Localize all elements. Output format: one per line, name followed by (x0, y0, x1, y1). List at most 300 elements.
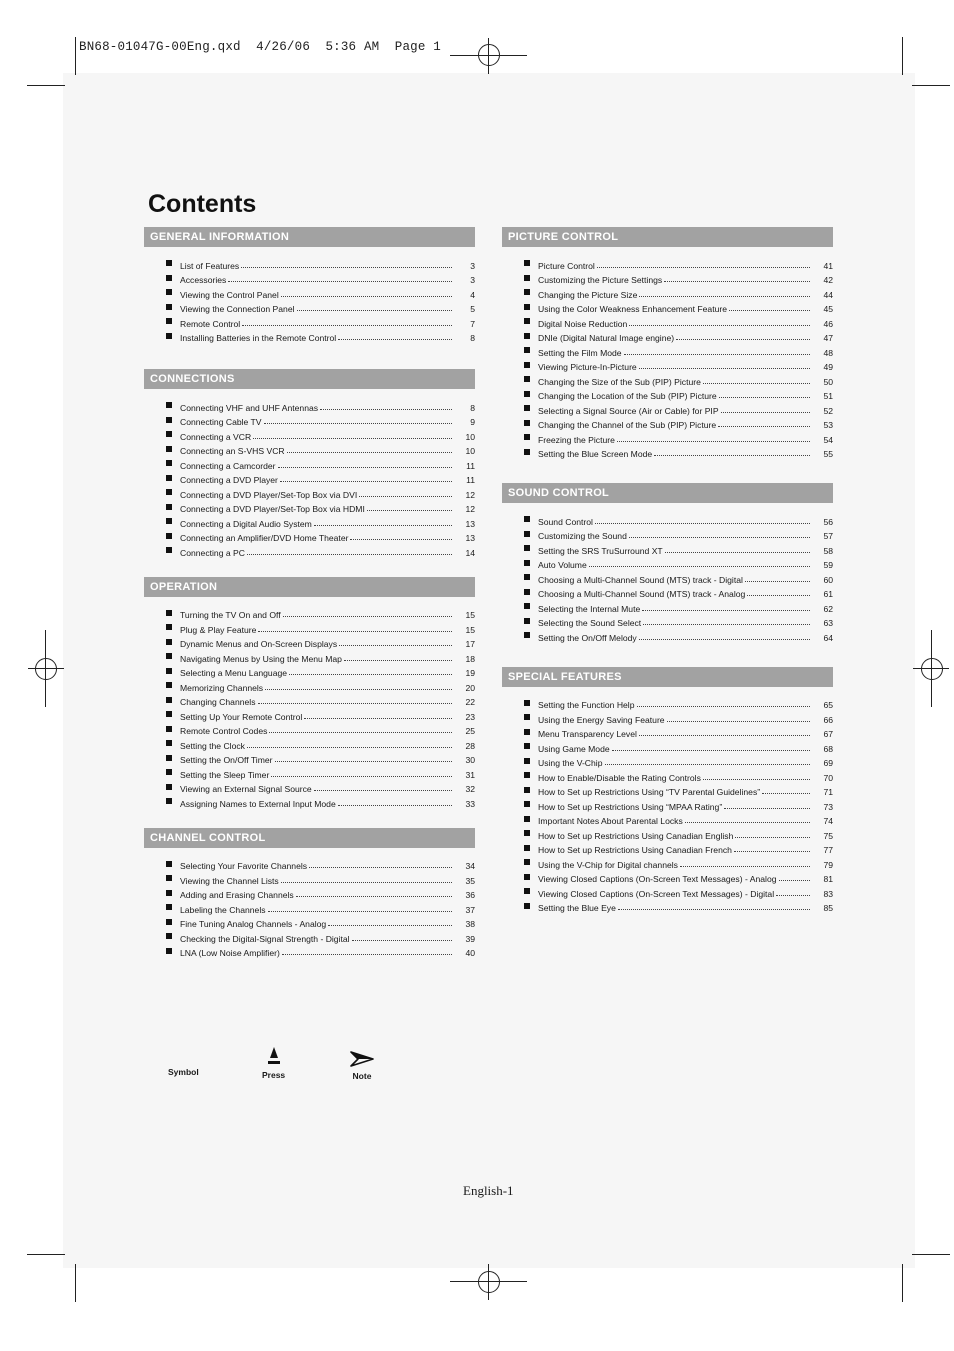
dot-leader (747, 595, 810, 596)
dot-leader (283, 616, 452, 617)
dot-leader (268, 911, 452, 912)
toc-entry-label: Checking the Digital-Signal Strength - Digital (180, 933, 350, 944)
dot-leader (269, 732, 452, 733)
toc-entry-page: 32 (465, 784, 475, 794)
toc-entry-label: Connecting a DVD Player (180, 475, 278, 485)
toc-entry-page: 85 (823, 903, 833, 913)
toc-entry-page: 34 (465, 861, 475, 871)
dot-leader (605, 764, 811, 765)
toc-entry-label: Setting the Blue Screen Mode (538, 449, 653, 459)
dot-leader (281, 882, 452, 883)
dot-leader (289, 674, 452, 675)
dot-leader (278, 467, 452, 468)
toc-entry (144, 794, 475, 809)
dot-leader (287, 452, 452, 453)
toc-entry (502, 300, 833, 315)
toc-entry (502, 797, 833, 812)
toc-entry (502, 329, 833, 344)
crop-mark (912, 85, 950, 86)
toc-entry (502, 372, 833, 387)
dot-leader (247, 554, 452, 555)
toc-entry-label: Assigning Names to External Input Mode (180, 798, 336, 809)
section-channel-control (144, 828, 475, 959)
toc-entry-page: 58 (823, 545, 833, 556)
toc-entry-label: Selecting the Sound Select (538, 618, 642, 628)
toc-entry-label: Viewing Closed Captions (On-Screen Text Messages) - Analog (538, 874, 777, 884)
dot-leader (617, 441, 810, 442)
toc-entry-page: 77 (823, 845, 833, 855)
toc-entry-page: 10 (465, 431, 475, 442)
dot-leader (338, 805, 452, 806)
toc-entry-label: Adding and Erasing Channels (180, 890, 294, 900)
toc-entry (144, 514, 475, 529)
toc-entry-page: 3 (470, 260, 475, 271)
toc-entry-label: Customizing the Sound (538, 531, 627, 541)
toc-entry (502, 387, 833, 402)
toc-entry-label: Remote Control (180, 318, 241, 329)
toc-entry-page: 54 (823, 434, 833, 445)
toc-entry (502, 541, 833, 556)
dot-leader (264, 423, 452, 424)
crop-mark (912, 1254, 950, 1255)
dot-leader (685, 822, 810, 823)
toc-entry (144, 722, 475, 737)
toc-entry (502, 855, 833, 870)
toc-entry (502, 570, 833, 585)
dot-leader (280, 481, 452, 482)
section-heading: GENERAL INFORMATION (144, 227, 475, 247)
toc-list (144, 389, 475, 558)
toc-entry (144, 929, 475, 944)
note-arrow-icon (350, 1050, 374, 1068)
toc-entry-label: List of Features (180, 260, 240, 271)
toc-entry-label: How to Set up Restrictions Using “MPAA Rating” (538, 801, 723, 812)
toc-entry (144, 314, 475, 329)
toc-entry (502, 430, 833, 445)
toc-entry-page: 25 (465, 726, 475, 736)
toc-entry-label: Using the V-Chip for Digital channels (538, 859, 678, 870)
dot-leader (745, 581, 810, 582)
toc-entry (502, 401, 833, 416)
toc-entry-label: Setting the Sleep Timer (180, 769, 270, 780)
toc-entry (144, 944, 475, 959)
toc-entry-page: 11 (466, 460, 475, 471)
toc-entry-page: 75 (823, 830, 833, 841)
toc-entry-page: 4 (470, 289, 475, 300)
toc-entry-label: Setting the Clock (180, 740, 245, 751)
toc-entry-page: 55 (823, 449, 833, 459)
dot-leader (359, 496, 452, 497)
dot-leader (664, 281, 810, 282)
toc-entry (144, 871, 475, 886)
toc-entry-page: 41 (823, 260, 833, 271)
toc-list (502, 687, 833, 914)
section-heading: OPERATION (144, 577, 475, 597)
toc-entry-label: Choosing a Multi-Channel Sound (MTS) track - Digital (538, 574, 743, 585)
toc-entry-page: 40 (465, 948, 475, 958)
toc-entry-page: 57 (823, 531, 833, 541)
dot-leader (314, 525, 452, 526)
toc-entry (502, 343, 833, 358)
toc-list (502, 247, 833, 459)
toc-entry (144, 707, 475, 722)
toc-entry (502, 599, 833, 614)
section-heading: SOUND CONTROL (502, 483, 833, 503)
dot-leader (629, 537, 810, 538)
dot-leader (665, 552, 810, 553)
toc-entry-page: 33 (465, 798, 475, 809)
dot-leader (339, 645, 452, 646)
toc-entry (502, 884, 833, 899)
toc-entry-label: Freezing the Picture (538, 434, 615, 445)
toc-entry-page: 5 (470, 304, 475, 314)
toc-entry-label: Changing the Channel of the Sub (PIP) Picture (538, 420, 717, 430)
toc-entry-page: 13 (465, 533, 475, 543)
toc-entry-page: 36 (465, 890, 475, 900)
toc-entry-page: 15 (465, 624, 475, 635)
toc-entry (502, 710, 833, 725)
toc-entry-page: 30 (465, 755, 475, 765)
toc-entry-label: Connecting VHF and UHF Antennas (180, 402, 319, 413)
dot-leader (258, 631, 452, 632)
press-icon (267, 1046, 281, 1066)
toc-entry-page: 10 (465, 446, 475, 456)
section-heading: CHANNEL CONTROL (144, 828, 475, 848)
toc-entry (144, 857, 475, 872)
toc-entry-label: Viewing Picture-In-Picture (538, 362, 637, 372)
dot-leader (314, 790, 452, 791)
dot-leader (595, 523, 810, 524)
toc-entry-page: 81 (823, 874, 833, 884)
page-title: Contents (148, 190, 257, 218)
dot-leader (271, 776, 452, 777)
toc-entry-label: Setting the Film Mode (538, 347, 622, 358)
toc-entry-page: 83 (823, 888, 833, 899)
toc-entry (144, 606, 475, 621)
dot-leader (612, 750, 810, 751)
section-sound-control (502, 483, 833, 643)
toc-entry (502, 754, 833, 769)
dot-leader (734, 851, 810, 852)
toc-entry-label: Installing Batteries in the Remote Control (180, 333, 337, 343)
toc-entry (502, 812, 833, 827)
toc-entry (144, 442, 475, 457)
toc-entry (502, 696, 833, 711)
toc-entry (144, 398, 475, 413)
toc-entry-page: 23 (465, 711, 475, 722)
dot-leader (241, 267, 452, 268)
toc-entry (144, 736, 475, 751)
toc-entry-label: Viewing the Channel Lists (180, 875, 279, 886)
toc-entry-label: Selecting the Internal Mute (538, 603, 641, 614)
legend-press (262, 1040, 285, 1080)
dot-leader (320, 409, 452, 410)
toc-entry-label: Changing the Size of the Sub (PIP) Picture (538, 376, 701, 387)
toc-entry (144, 427, 475, 442)
toc-list (144, 597, 475, 809)
dot-leader (344, 660, 452, 661)
toc-entry (144, 780, 475, 795)
toc-entry-page: 12 (465, 504, 475, 514)
dot-leader (667, 721, 810, 722)
toc-entry-page: 18 (465, 653, 475, 664)
toc-entry-label: Customizing the Picture Settings (538, 275, 663, 285)
toc-entry-page: 8 (470, 333, 475, 343)
crop-mark (902, 37, 903, 75)
toc-entry-label: Setting the SRS TruSurround XT (538, 545, 663, 556)
toc-entry-page: 35 (465, 875, 475, 886)
toc-entry-label: Connecting a VCR (180, 431, 252, 442)
dot-leader (282, 954, 452, 955)
dot-leader (367, 510, 452, 511)
toc-entry (144, 529, 475, 544)
dot-leader (776, 895, 810, 896)
toc-entry-label: Connecting a DVD Player/Set-Top Box via DVI (180, 489, 358, 500)
toc-entry (502, 725, 833, 740)
toc-entry (502, 899, 833, 914)
toc-entry (144, 693, 475, 708)
toc-entry-page: 68 (823, 743, 833, 754)
toc-entry-label: Connecting a PC (180, 547, 245, 558)
dot-leader (639, 296, 810, 297)
toc-entry (144, 620, 475, 635)
toc-entry-label: Digital Noise Reduction (538, 318, 628, 329)
toc-entry-page: 31 (465, 769, 475, 780)
dot-leader (639, 735, 810, 736)
toc-entry (144, 413, 475, 428)
dot-leader (228, 281, 452, 282)
dot-leader (654, 455, 810, 456)
toc-entry-label: DNIe (Digital Natural Image engine) (538, 333, 675, 343)
toc-entry-page: 69 (823, 758, 833, 768)
toc-entry-page: 65 (823, 700, 833, 710)
toc-entry-label: Auto Volume (538, 560, 587, 570)
toc-entry-label: How to Set up Restrictions Using “TV Parental Guidelines” (538, 787, 761, 797)
toc-entry-page: 15 (465, 610, 475, 620)
toc-entry-page: 59 (823, 560, 833, 570)
section-special-features (502, 667, 833, 914)
dot-leader (296, 896, 452, 897)
toc-entry (502, 614, 833, 629)
toc-entry (144, 664, 475, 679)
toc-entry (144, 256, 475, 271)
toc-entry-label: Navigating Menus by Using the Menu Map (180, 653, 342, 664)
toc-entry (144, 300, 475, 315)
toc-entry-label: Setting the Function Help (538, 700, 635, 710)
toc-entry-label: Setting the Blue Eye (538, 903, 616, 913)
toc-entry-label: Memorizing Channels (180, 682, 264, 693)
dot-leader (328, 925, 452, 926)
dot-leader (643, 624, 810, 625)
toc-entry-page: 11 (466, 475, 475, 485)
toc-entry-label: Setting Up Your Remote Control (180, 711, 303, 722)
toc-entry-label: Choosing a Multi-Channel Sound (MTS) track - Analog (538, 589, 746, 599)
toc-entry-label: Labeling the Channels (180, 904, 266, 915)
toc-entry-label: Connecting an S-VHS VCR (180, 446, 285, 456)
toc-entry-page: 70 (823, 772, 833, 783)
toc-entry-label: Turning the TV On and Off (180, 610, 281, 620)
dot-leader (724, 808, 810, 809)
toc-entry (502, 585, 833, 600)
legend-symbol-label: Symbol (168, 1067, 199, 1077)
dot-leader (281, 296, 452, 297)
crop-mark (27, 1254, 65, 1255)
dot-leader (242, 325, 452, 326)
dot-leader (642, 610, 810, 611)
section-heading: CONNECTIONS (144, 369, 475, 389)
contents-right-column (502, 227, 833, 913)
toc-entry (144, 485, 475, 500)
dot-leader (352, 940, 452, 941)
toc-entry (502, 285, 833, 300)
toc-entry (144, 500, 475, 515)
toc-entry-page: 46 (823, 318, 833, 329)
toc-entry-label: Dynamic Menus and On-Screen Displays (180, 639, 338, 649)
dot-leader (676, 339, 810, 340)
toc-entry-label: Using the V-Chip (538, 758, 603, 768)
toc-entry-page: 63 (823, 618, 833, 628)
toc-entry (144, 271, 475, 286)
toc-entry-page: 52 (823, 405, 833, 416)
dot-leader (639, 368, 810, 369)
toc-entry (502, 768, 833, 783)
toc-entry (144, 900, 475, 915)
toc-entry-label: Selecting a Menu Language (180, 668, 288, 678)
toc-entry (144, 915, 475, 930)
toc-entry-label: Selecting Your Favorite Channels (180, 861, 308, 871)
toc-entry (502, 271, 833, 286)
toc-entry-page: 19 (465, 668, 475, 678)
toc-entry-page: 62 (823, 603, 833, 614)
toc-entry (502, 826, 833, 841)
dot-leader (703, 779, 810, 780)
crop-mark (75, 37, 76, 75)
dot-leader (637, 706, 811, 707)
section-picture-control (502, 227, 833, 459)
dot-leader (680, 866, 810, 867)
toc-entry-label: Connecting Cable TV (180, 417, 262, 427)
toc-entry-label: Important Notes About Parental Locks (538, 816, 683, 826)
toc-entry-page: 47 (823, 333, 833, 343)
toc-entry-page: 17 (465, 639, 475, 649)
toc-entry-label: Using the Color Weakness Enhancement Feature (538, 304, 728, 314)
toc-entry (144, 678, 475, 693)
dot-leader (762, 793, 810, 794)
page-footer: English-1 (463, 1183, 514, 1198)
toc-entry (144, 285, 475, 300)
toc-entry-page: 39 (465, 933, 475, 944)
toc-entry-label: How to Set up Restrictions Using Canadian French (538, 845, 732, 855)
print-header: BN68-01047G-00Eng.qxd 4/26/06 5:36 AM Page 1 (79, 40, 441, 54)
toc-entry (144, 543, 475, 558)
toc-entry (144, 456, 475, 471)
dot-leader (729, 310, 810, 311)
toc-entry-label: Plug & Play Feature (180, 624, 257, 635)
toc-entry-label: Selecting a Signal Source (Air or Cable) for PIP (538, 405, 719, 416)
section-connections (144, 369, 475, 558)
toc-entry-label: Using the Energy Saving Feature (538, 714, 665, 725)
toc-entry-page: 48 (823, 347, 833, 358)
toc-entry (502, 416, 833, 431)
toc-entry (502, 512, 833, 527)
toc-entry-label: Viewing the Connection Panel (180, 304, 295, 314)
dot-leader (304, 718, 452, 719)
dot-leader (721, 412, 810, 413)
toc-entry-page: 45 (823, 304, 833, 314)
toc-entry-label: How to Enable/Disable the Rating Controls (538, 772, 701, 783)
toc-entry-page: 20 (465, 682, 475, 693)
toc-entry-page: 28 (465, 740, 475, 751)
toc-entry-label: Changing Channels (180, 697, 256, 707)
dot-leader (309, 867, 452, 868)
dot-leader (719, 397, 810, 398)
toc-entry-page: 8 (470, 402, 475, 413)
dot-leader (618, 909, 810, 910)
toc-entry-label: LNA (Low Noise Amplifier) (180, 948, 280, 958)
toc-entry (502, 445, 833, 460)
toc-entry-page: 14 (465, 547, 475, 558)
toc-entry (502, 358, 833, 373)
dot-leader (624, 354, 810, 355)
toc-entry-page: 66 (823, 714, 833, 725)
dot-leader (597, 267, 810, 268)
toc-entry (502, 314, 833, 329)
toc-entry-page: 49 (823, 362, 833, 372)
section-general-information (144, 227, 475, 343)
toc-entry-page: 12 (465, 489, 475, 500)
toc-entry-page: 51 (823, 391, 833, 401)
toc-entry-page: 61 (823, 589, 833, 599)
dot-leader (253, 438, 452, 439)
toc-entry-page: 50 (823, 376, 833, 387)
toc-entry-label: Viewing the Control Panel (180, 289, 279, 300)
toc-entry (502, 739, 833, 754)
section-operation (144, 577, 475, 809)
toc-entry (144, 471, 475, 486)
toc-entry (144, 329, 475, 344)
toc-entry (144, 765, 475, 780)
toc-entry-label: Connecting a Digital Audio System (180, 518, 312, 529)
toc-entry-page: 60 (823, 574, 833, 585)
toc-list (502, 503, 833, 643)
crop-mark (75, 1264, 76, 1302)
crop-mark (902, 1264, 903, 1302)
toc-entry-label: How to Set up Restrictions Using Canadian English (538, 830, 734, 841)
section-heading: SPECIAL FEATURES (502, 667, 833, 687)
toc-entry (502, 628, 833, 643)
toc-entry (502, 870, 833, 885)
toc-entry-page: 38 (465, 919, 475, 929)
toc-entry (144, 886, 475, 901)
dot-leader (350, 539, 452, 540)
toc-entry-page: 71 (823, 787, 833, 797)
legend-note-label: Note (352, 1071, 372, 1081)
dot-leader (718, 426, 810, 427)
toc-entry-label: Setting the On/Off Melody (538, 632, 637, 643)
toc-entry-label: Viewing an External Signal Source (180, 784, 312, 794)
toc-list (144, 848, 475, 959)
dot-leader (639, 639, 810, 640)
legend-press-label: Press (262, 1070, 286, 1080)
toc-entry-label: Connecting an Amplifier/DVD Home Theater (180, 533, 349, 543)
toc-entry-page: 3 (470, 275, 475, 285)
toc-entry-page: 56 (823, 516, 833, 527)
dot-leader (735, 837, 810, 838)
toc-entry (144, 635, 475, 650)
toc-entry (502, 556, 833, 571)
toc-entry-page: 9 (470, 417, 475, 427)
toc-entry-page: 73 (823, 801, 833, 812)
